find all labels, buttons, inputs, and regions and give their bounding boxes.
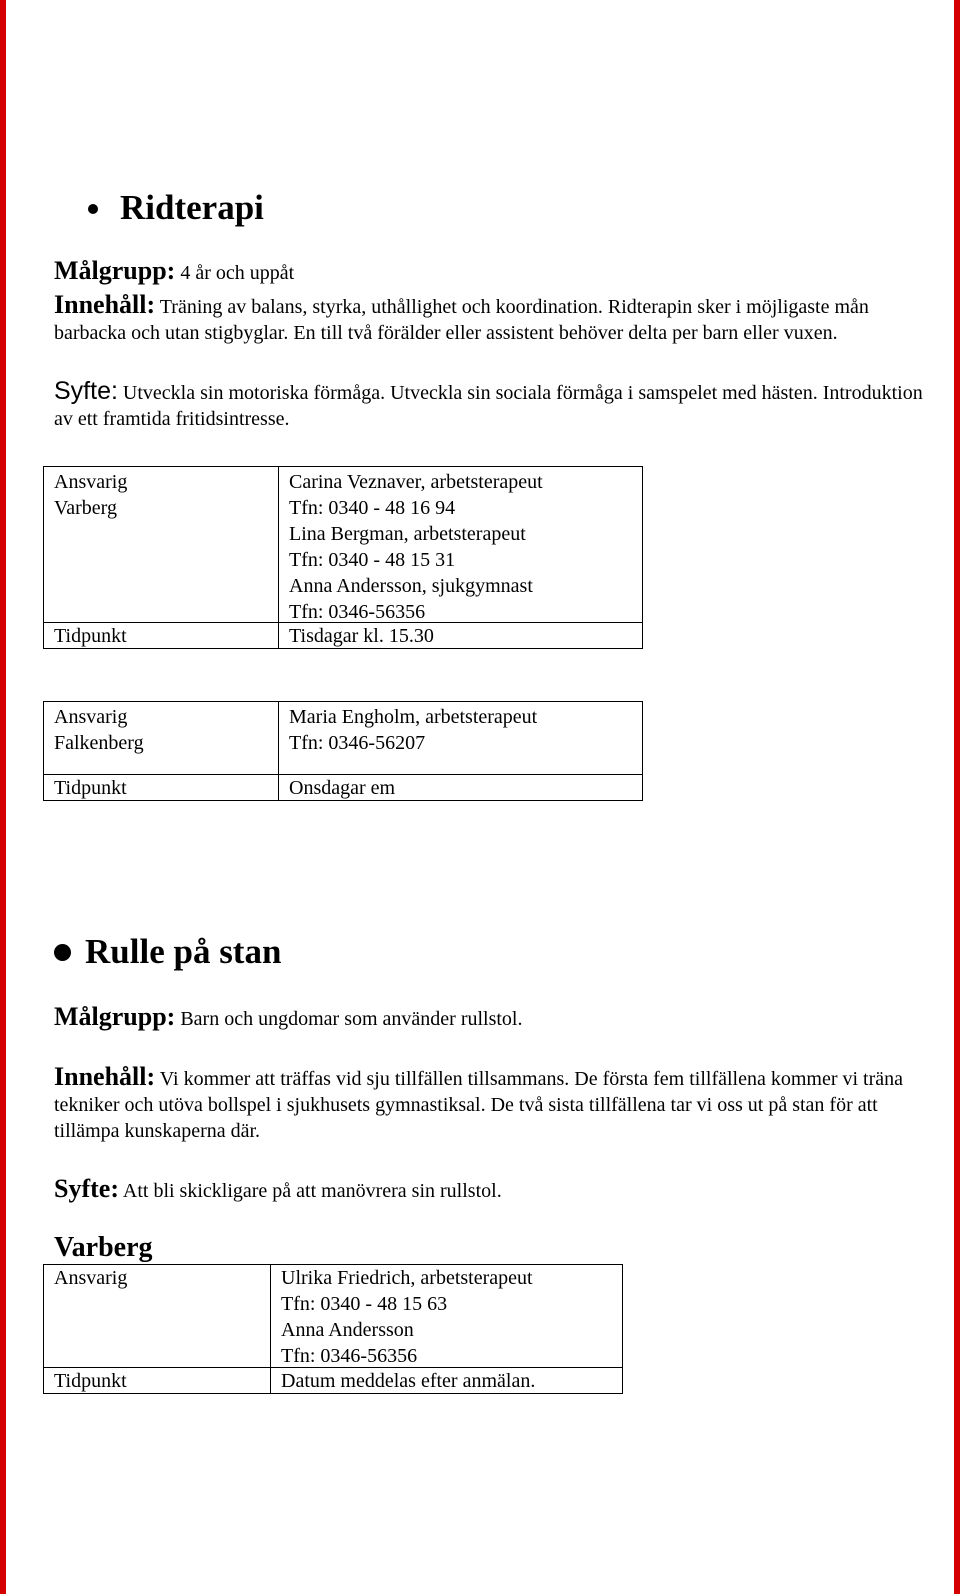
contact-line: Tfn: 0340 - 48 16 94 [289,497,456,519]
tidpunkt-label: Tidpunkt [54,777,127,799]
contact-line: Tfn: 0346-56356 [281,1345,418,1367]
contact-line: Tfn: 0340 - 48 15 31 [289,549,456,571]
place-label: Varberg [54,497,117,519]
page-border-right [954,0,960,1594]
malgrupp-text: Barn och ungdomar som använder rullstol. [180,1008,523,1030]
table-rulle-varberg [43,1264,623,1394]
syfte-paragraph [54,1176,924,1204]
tidpunkt-label: Tidpunkt [54,1370,127,1392]
contact-line: Anna Andersson, sjukgymnast [289,575,533,597]
contact-line: Tfn: 0340 - 48 15 63 [281,1293,448,1315]
malgrupp-paragraph [54,258,924,286]
malgrupp-label: Målgrupp: [54,256,176,285]
cell-contacts [289,469,543,625]
tidpunkt-value: Onsdagar em [289,777,396,799]
malgrupp-label: Målgrupp: [54,1002,176,1031]
syfte-text: Utveckla sin motoriska förmåga. Utveckla sin sociala förmåga i samspelet med hästen. Introduktion av ett framtida fritidsintresse. [54,382,923,430]
cell-ansvarig [54,469,127,521]
contact-line: Tfn: 0346-56207 [289,732,426,754]
syfte-paragraph [54,378,924,432]
cell-ansvarig [54,704,144,756]
innehall-text: Vi kommer att träffas vid sju tillfällen tillsammans. De första fem tillfällena kommer vi träna tekniker och utöva bollspel i sjukhusets gymnastiksal. De två sista tillfällena tar vi oss ut på stan för att tillämpa kunskaperna där. [54,1068,904,1142]
tidpunkt-value: Tisdagar kl. 15.30 [289,625,434,647]
cell-contacts [289,704,537,756]
table-falkenberg [43,701,643,801]
malgrupp-paragraph [54,1004,924,1032]
bullet-icon [88,204,98,214]
tidpunkt-label: Tidpunkt [54,625,127,647]
subheading-varberg: Varberg [54,1232,153,1263]
innehall-label: Innehåll: [54,290,156,319]
section-rulle-heading [54,932,281,972]
tidpunkt-value: Datum meddelas efter anmälan. [281,1370,536,1392]
page-border-left [0,0,6,1594]
cell-contacts [281,1265,533,1369]
table-varberg [43,466,643,649]
malgrupp-text: 4 år och uppåt [180,262,295,284]
contact-line: Anna Andersson [281,1319,414,1341]
syfte-text: Att bli skickligare på att manövrera sin rullstol. [122,1180,502,1202]
innehall-paragraph [54,1064,924,1144]
ansvarig-label: Ansvarig [54,706,128,728]
contact-line: Lina Bergman, arbetsterapeut [289,523,526,545]
bullet-icon [54,944,71,961]
section-title: Rulle på stan [85,932,282,971]
ansvarig-label: Ansvarig [54,1267,128,1289]
section-ridterapi-heading [88,188,264,228]
contact-line: Ulrika Friedrich, arbetsterapeut [281,1267,533,1289]
contact-line: Carina Veznaver, arbetsterapeut [289,471,543,493]
innehall-label: Innehåll: [54,1062,156,1091]
contact-line: Tfn: 0346-56356 [289,601,426,623]
innehall-text: Träning av balans, styrka, uthållighet och koordination. Ridterapin sker i möjligaste mån barbacka och utan stigbyglar. En till två förälder eller assistent behöver delta per barn eller vuxen. [54,296,869,344]
ansvarig-label: Ansvarig [54,471,128,493]
innehall-paragraph [54,292,924,346]
syfte-label: Syfte: [54,1174,119,1203]
contact-line: Maria Engholm, arbetsterapeut [289,706,538,728]
syfte-label: Syfte: [54,377,118,405]
place-label: Falkenberg [54,732,144,754]
section-title: Ridterapi [120,188,264,227]
